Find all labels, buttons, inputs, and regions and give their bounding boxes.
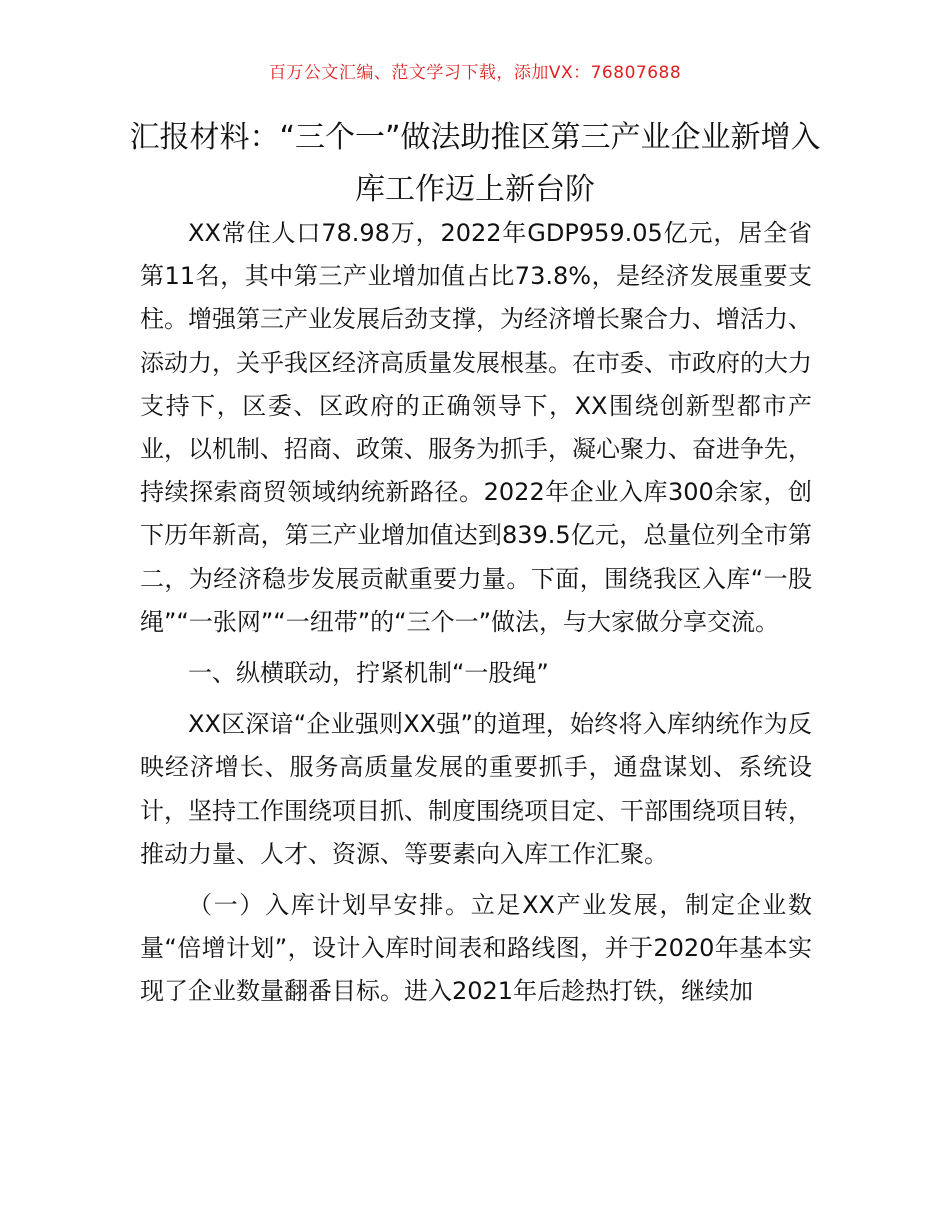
watermark-text: 百万公文汇编、范文学习下载，添加VX：76807688: [268, 63, 682, 83]
document-title: 汇报材料：“三个一”做法助推区第三产业企业新增入库工作迈上新台阶: [129, 120, 821, 207]
paragraph-section-1: XX区深谙“企业强则XX强”的道理，始终将入库纳统作为反映经济增长、服务高质量发展的重要抓手，通盘谋划、系统设计，坚持工作围绕项目抓、制度围绕项目定、干部围绕项目转，推动力量、人才、资源、等要素向入库工作汇聚。: [140, 710, 812, 868]
paragraph-intro: XX常住人口78.98万，2022年GDP959.05亿元，居全省第11名，其中第三产业增加值占比73.8%，是经济发展重要支柱。增强第三产业发展后劲支撑，为经济增长聚合力、增活力、添动力，关乎我区经济高质量发展根基。在市委、市政府的大力支持下，区委、区政府的正确领导下，XX围绕创新型都市产业，以机制、招商、政策、服务为抓手，凝心聚力、奋进争先，持续探索商贸领域纳统新路径。2022年企业入库300余家，创下历年新高，第三产业增加值达到839.5亿元，总量位列全市第二，为经济稳步发展贡献重要力量。下面，围绕我区入库“一股绳”“一张网”“一纽带”的“三个一”做法，与大家做分享交流。: [140, 219, 812, 636]
section-heading-1: 一、纵横联动，拧紧机制“一股绳”: [188, 659, 549, 688]
paragraph-subsection-1: （一）入库计划早安排。立足XX产业发展，制定企业数量“倍增计划”，设计入库时间表和路线图，并于2020年基本实现了企业数量翻番目标。进入2021年后趁热打铁，继续加: [140, 891, 812, 1006]
document-body: [140, 212, 812, 1014]
